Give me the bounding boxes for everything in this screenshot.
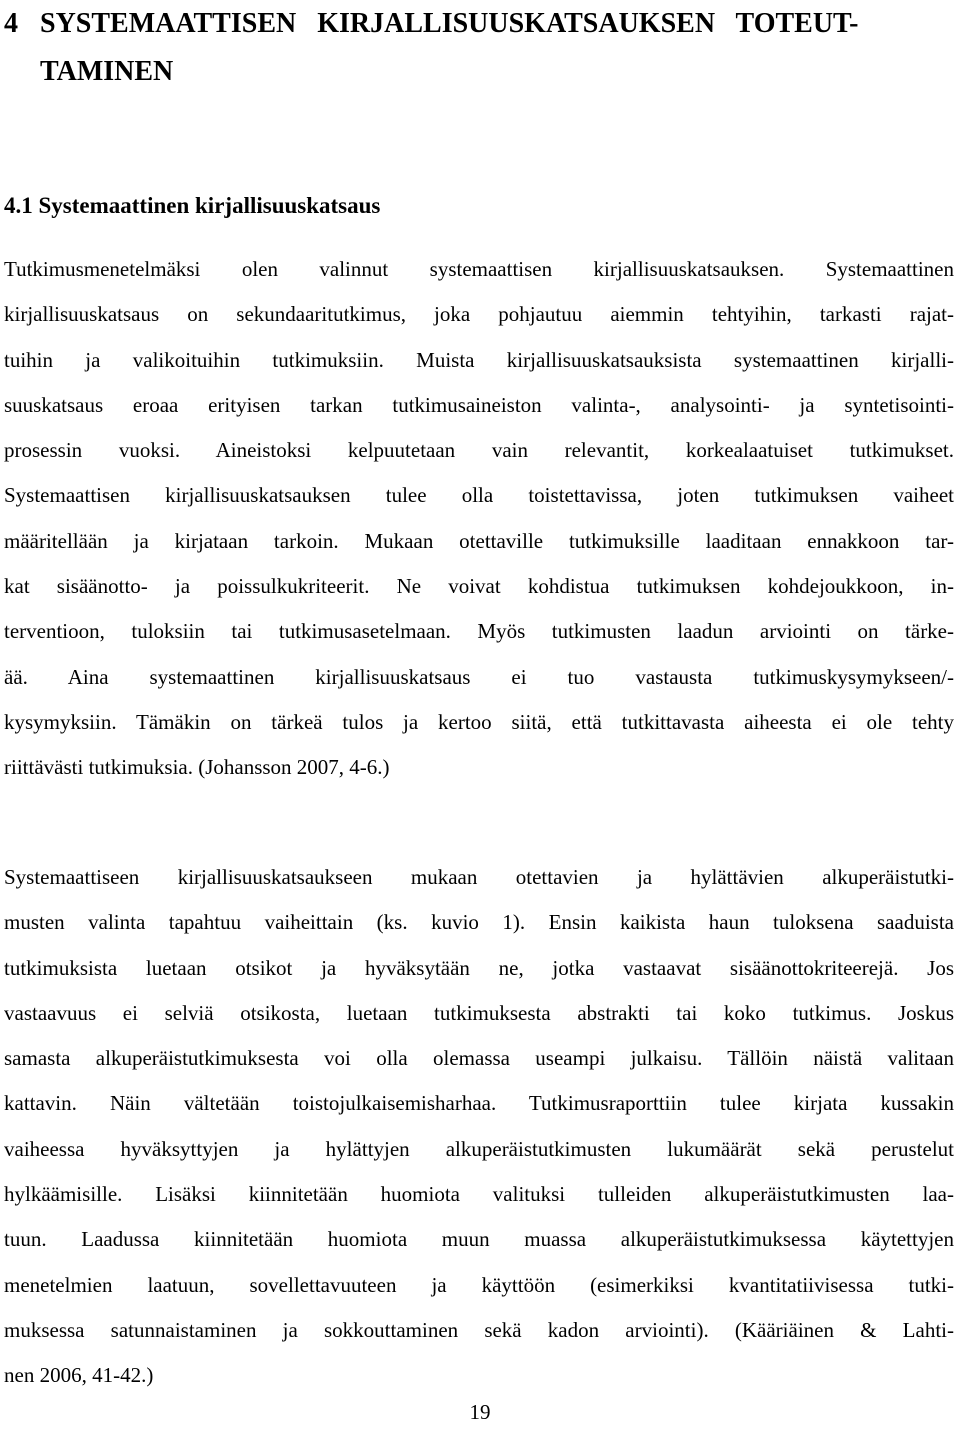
paragraph-line: terventioon, tuloksiin tai tutkimusasetelmaan. Myös tutkimusten laadun arviointi on tärke-	[4, 619, 954, 644]
paragraph-line: Systemaattisen kirjallisuuskatsauksen tulee olla toistettavissa, joten tutkimuksen vaiheet	[4, 483, 954, 508]
chapter-heading	[4, 0, 954, 96]
paragraph-line: tuun. Laadussa kiinnitetään huomiota muun muassa alkuperäistutkimuksessa käytettyjen	[4, 1227, 954, 1252]
section-number: 4.1	[4, 193, 33, 218]
paragraph-line: musten valinta tapahtuu vaiheittain (ks. kuvio 1). Ensin kaikista haun tuloksena saaduista	[4, 910, 954, 935]
paragraph-line: prosessin vuoksi. Aineistoksi kelpuutetaan vain relevantit, korkealaatuiset tutkimukset.	[4, 438, 954, 463]
page-number: 19	[469, 1400, 491, 1424]
paragraph-2	[4, 855, 954, 1399]
paragraph-line: ää. Aina systemaattinen kirjallisuuskatsaus ei tuo vastausta tutkimuskysymykseen/-	[4, 664, 954, 689]
paragraph-line: nen 2006, 41-42.)	[4, 1363, 154, 1388]
paragraph-line: Systemaattiseen kirjallisuuskatsaukseen mukaan otettavien ja hylättävien alkuperäistutki-	[4, 865, 954, 889]
paragraph-line: riittävästi tutkimuksia. (Johansson 2007, 4-6.)	[4, 755, 390, 780]
chapter-title-line-2: TAMINEN	[40, 56, 174, 87]
paragraph-line: tuihin ja valikoituihin tutkimuksiin. Muista kirjallisuuskatsauksista systemaattinen kirjalli-	[4, 347, 954, 372]
paragraph-line: kattavin. Näin vältetään toistojulkaisemisharhaa. Tutkimusraporttiin tulee kirjata kussakin	[4, 1091, 954, 1116]
paragraph-line: muksessa satunnaistaminen ja sokkouttaminen sekä kadon arviointi). (Kääriäinen & Lahti-	[4, 1317, 954, 1342]
paragraph-line: kirjallisuuskatsaus on sekundaaritutkimus, joka pohjautuu aiemmin tehtyihin, tarkasti rajat-	[4, 302, 954, 327]
paragraph-line: vaiheessa hyväksyttyjen ja hylättyjen alkuperäistutkimusten lukumäärät sekä perustelut	[4, 1136, 954, 1161]
chapter-number: 4	[4, 8, 18, 39]
paragraph-line: samasta alkuperäistutkimuksesta voi olla olemassa useampi julkaisu. Tällöin näistä valitaan	[4, 1046, 954, 1071]
paragraph-line: määritellään ja kirjataan tarkoin. Mukaan otettaville tutkimuksille laaditaan ennakkoon tar-	[4, 528, 954, 553]
paragraph-line: vastaavuus ei selviä otsikosta, luetaan tutkimuksesta abstrakti tai koko tutkimus. Joskus	[4, 1000, 954, 1025]
paragraph-line: menetelmien laatuun, sovellettavuuteen ja käyttöön (esimerkiksi kvantitatiivisessa tutki-	[4, 1272, 954, 1297]
paragraph-line: kat sisäänotto- ja poissulkukriteerit. Ne voivat kohdistua tutkimuksen kohdejoukkoon, in-	[4, 574, 954, 599]
section-title: Systemaattinen kirjallisuuskatsaus	[38, 193, 381, 218]
section-heading	[4, 188, 380, 224]
paragraph-1	[4, 247, 954, 791]
paragraph-line: suuskatsaus eroaa erityisen tarkan tutkimusaineiston valinta-, analysointi- ja syntetisointi-	[4, 392, 954, 417]
chapter-title-line-1: SYSTEMAATTISEN KIRJALLISUUSKATSAUKSEN TOTEUT-	[40, 8, 859, 39]
paragraph-line: kysymyksiin. Tämäkin on tärkeä tulos ja kertoo siitä, että tutkittavasta aiheesta ei ole tehty	[4, 709, 954, 734]
paragraph-line: Tutkimusmenetelmäksi olen valinnut systemaattisen kirjallisuuskatsauksen. Systemaattinen	[4, 257, 954, 281]
paragraph-line: hylkäämisille. Lisäksi kiinnitetään huomiota valituksi tulleiden alkuperäistutkimusten laa-	[4, 1182, 954, 1207]
paragraph-line: tutkimuksista luetaan otsikot ja hyväksytään ne, jotka vastaavat sisäänottokriteerejä. Jos	[4, 955, 954, 980]
